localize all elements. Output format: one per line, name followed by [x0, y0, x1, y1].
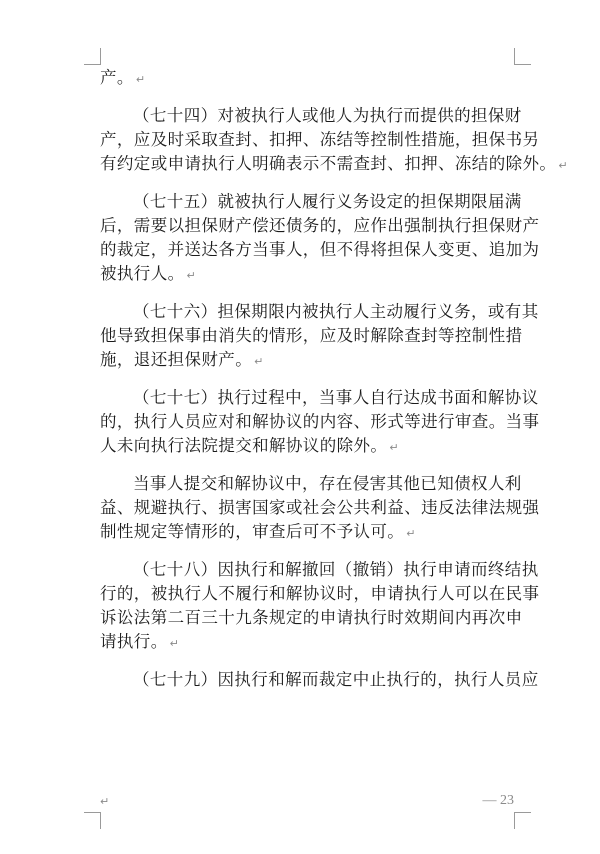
text-line: （七十九）因执行和解而裁定中止执行的，执行人员应	[133, 670, 539, 689]
text-line: 施，退还担保财产。 ↵	[100, 350, 264, 369]
text-line: 有约定或申请执行人明确表示不需查封、扣押、冻结的除外。 ↵	[100, 154, 568, 173]
paragraph-mark-icon: ↵	[186, 269, 197, 282]
text-line: 制性规定等情形的，审查后可不予认可。 ↵	[100, 522, 416, 541]
text-line: 行的，被执行人不履行和解协议时，申请执行人可以在民事	[100, 584, 540, 603]
paragraph-mark-icon: ↵	[135, 73, 146, 86]
text-line: 益、规避执行、损害国家或社会公共利益、违反法律法规强	[100, 498, 540, 517]
page-number: — 23	[482, 793, 514, 808]
text-line: （七十六）担保期限内被执行人主动履行义务，或有其	[133, 302, 539, 321]
body-text	[100, 66, 568, 692]
text-line: 请执行。 ↵	[100, 632, 180, 651]
crop-mark-bottom-left	[84, 812, 101, 829]
paragraph-mark-icon: ↵	[389, 441, 399, 454]
text-line: 他导致担保事由消失的情形，应及时解除查封等控制性措	[100, 326, 523, 345]
text-line: （七十五）就被执行人履行义务设定的担保期限届满	[133, 192, 522, 211]
crop-mark-top-left	[84, 48, 101, 65]
text-line: 人未向执行法院提交和解协议的除外。 ↵	[100, 436, 399, 455]
paragraph-mark-icon: ↵	[406, 527, 416, 540]
text-line: 的，执行人员应对和解协议的内容、形式等进行审查。当事	[100, 412, 540, 431]
text-line: 的裁定，并送达各方当事人，但不得将担保人变更、追加为	[100, 240, 540, 259]
crop-mark-bottom-right	[514, 812, 531, 829]
paragraph-mark-icon: ↵	[558, 159, 568, 172]
text-line: 后，需要以担保财产偿还债务的，应作出强制执行担保财产	[100, 216, 540, 235]
text-line: （七十八）因执行和解撤回（撤销）执行申请而终结执	[133, 560, 539, 579]
paragraph-mark-icon: ↵	[169, 637, 180, 650]
text-line: 产，应及时采取查封、扣押、冻结等控制性措施，担保书另	[100, 130, 540, 149]
text-line: 当事人提交和解协议中，存在侵害其他已知债权人利	[133, 474, 522, 493]
text-line: （七十七）执行过程中，当事人自行达成书面和解协议	[133, 388, 539, 407]
crop-mark-top-right	[514, 48, 531, 65]
text-line: （七十四）对被执行人或他人为执行而提供的担保财	[133, 106, 522, 125]
text-line: 诉讼法第二百三十九条规定的申请执行时效期间内再次申	[100, 608, 523, 627]
footer-paragraph-mark-icon: ↵	[100, 795, 110, 808]
text-line: 被执行人。 ↵	[100, 264, 197, 283]
paragraph-mark-icon: ↵	[254, 355, 264, 368]
text-line: 产。 ↵	[100, 68, 146, 87]
